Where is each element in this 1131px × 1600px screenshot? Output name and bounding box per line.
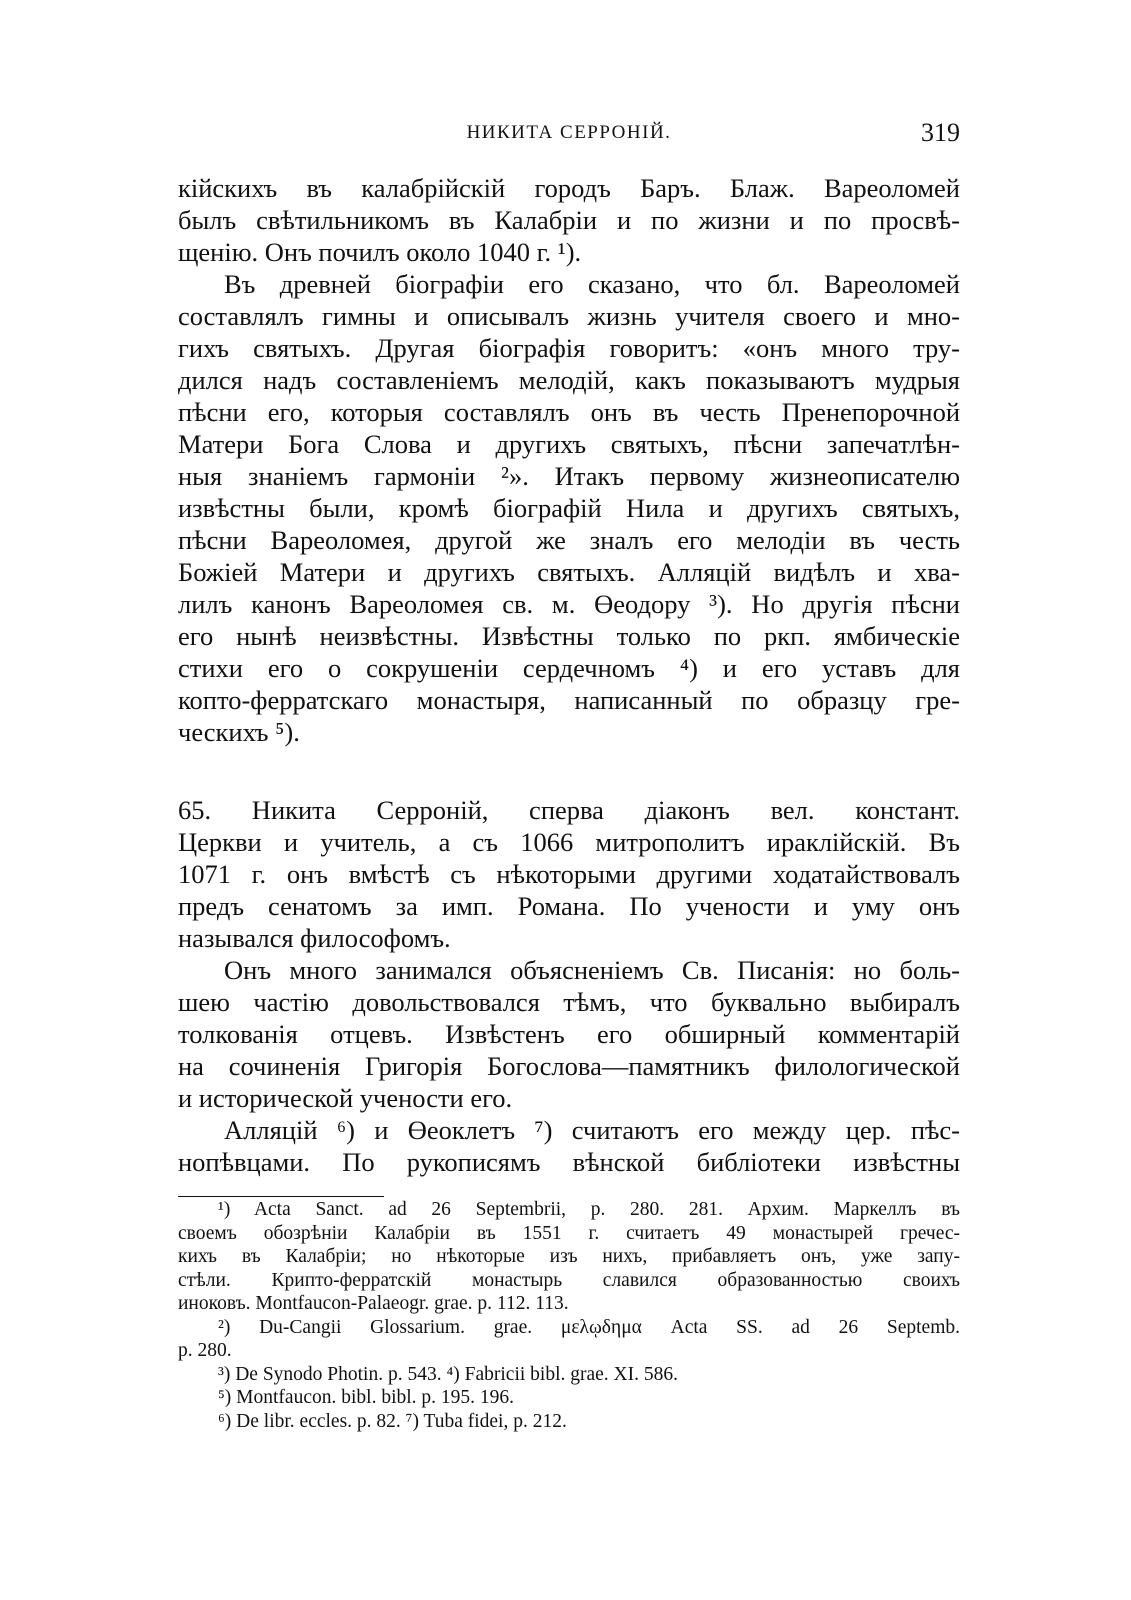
text-line: нопѣвцами. По рукописямъ вѣнской библіотеки извѣстны: [178, 1147, 960, 1177]
text-line: предъ сенатомъ за имп. Романа. По учености и уму онъ: [178, 891, 960, 921]
footnotes: [178, 1198, 960, 1433]
text-line: назывался философомъ.: [178, 923, 451, 953]
running-title: НИКИТА СЕРРОНІЙ.: [466, 122, 672, 143]
text-line: извѣстны были, кромѣ біографій Нила и другихъ святыхъ,: [178, 493, 960, 523]
footnote-line: своемъ обозрѣніи Калабріи въ 1551 г. считаетъ 49 монастырей гречес-: [178, 1222, 960, 1244]
footnote-line: ⁵) Montfaucon. bibl. bibl. p. 195. 196.: [218, 1387, 515, 1408]
footnote-line: иноковъ. Montfaucon-Palaeogr. grae. p. 112. 113.: [178, 1293, 569, 1314]
text-line: пѣсни его, которыя составлялъ онъ въ честь Пренепорочной: [178, 397, 960, 427]
page-header: [178, 118, 960, 154]
paragraph-gap: [178, 748, 960, 794]
text-line: 65. Никита Серроній, сперва діаконъ вел. констант.: [178, 795, 960, 825]
text-line: Матери Бога Слова и другихъ святыхъ, пѣсни запечатлѣн-: [178, 429, 960, 459]
text-line: ныя знаніемъ гармоніи ²». Итакъ первому жизнеописателю: [178, 461, 960, 491]
text-line: щенію. Онъ почилъ около 1040 г. ¹).: [178, 237, 582, 267]
footnote-line: ³) De Synodo Photin. p. 543. ⁴) Fabricii bibl. grae. XI. 586.: [218, 1363, 679, 1385]
text-line: шею частію довольствовался тѣмъ, что буквально выбиралъ: [178, 987, 960, 1017]
footnote-line: кихъ въ Калабріи; но нѣкоторые изъ нихъ, прибавляетъ онъ, уже запу-: [178, 1246, 960, 1267]
footnote-line: ¹) Acta Sanct. ad 26 Septembrii, p. 280. 281. Архим. Маркеллъ въ: [218, 1199, 960, 1220]
footnote-line: ⁶) De libr. eccles. p. 82. ⁷) Tuba fidei, p. 212.: [218, 1410, 567, 1432]
text-line: составлялъ гимны и описывалъ жизнь учителя своего и мно-: [178, 301, 960, 331]
text-line: ческихъ ⁵).: [178, 717, 300, 747]
text-line: Божіей Матери и другихъ святыхъ. Алляцій видѣлъ и хва-: [178, 557, 960, 587]
text-line: копто-ферратскаго монастыря, написанный по образцу гре-: [178, 685, 960, 715]
body-text: [178, 172, 960, 1178]
text-line: Онъ много занимался объясненіемъ Св. Писанія: но боль-: [224, 955, 960, 985]
text-line: Церкви и учитель, а съ 1066 митрополитъ ираклійскій. Въ: [178, 827, 960, 857]
text-line: стихи его о сокрушеніи сердечномъ ⁴) и его уставъ для: [178, 653, 960, 683]
text-line: толкованія отцевъ. Извѣстенъ его обширный комментарій: [178, 1019, 960, 1049]
text-line: 1071 г. онъ вмѣстѣ съ нѣкоторыми другими ходатайствовалъ: [178, 859, 960, 889]
text-line: Алляцій ⁶) и Өеоклетъ ⁷) считаютъ его между цер. пѣс-: [224, 1115, 960, 1145]
text-line: гихъ святыхъ. Другая біографія говоритъ: «онъ много тру-: [178, 333, 960, 363]
text-line: дился надъ составленіемъ мелодій, какъ показываютъ мудрыя: [178, 365, 960, 395]
text-line: лилъ канонъ Вареоломея св. м. Өеодору ³). Но другія пѣсни: [178, 589, 960, 619]
text-line: Въ древней біографіи его сказано, что бл. Вареоломей: [224, 269, 960, 299]
page-number: 319: [921, 118, 960, 147]
footnote-line: p. 280.: [178, 1340, 232, 1361]
text-line: его нынѣ неизвѣстны. Извѣстны только по ркп. ямбическіе: [178, 621, 960, 651]
text-line: былъ свѣтильникомъ въ Калабріи и по жизни и по просвѣ-: [178, 205, 960, 235]
text-line: кійскихъ въ калабрійскій городъ Баръ. Блаж. Вареоломей: [178, 173, 960, 203]
text-line: на сочиненія Григорія Богослова—памятникъ филологической: [178, 1051, 960, 1081]
footnote-line: ²) Du-Cangii Glossarium. grae. μελῳδημα Acta SS. ad 26 Septemb.: [218, 1316, 960, 1338]
text-line: пѣсни Вареоломея, другой же зналъ его мелодіи въ честь: [178, 525, 960, 555]
footnote-line: стѣли. Крипто-ферратскій монастырь славился образованностью своихъ: [178, 1269, 960, 1291]
text-line: и исторической учености его.: [178, 1083, 513, 1113]
footnote-divider: [178, 1196, 384, 1197]
